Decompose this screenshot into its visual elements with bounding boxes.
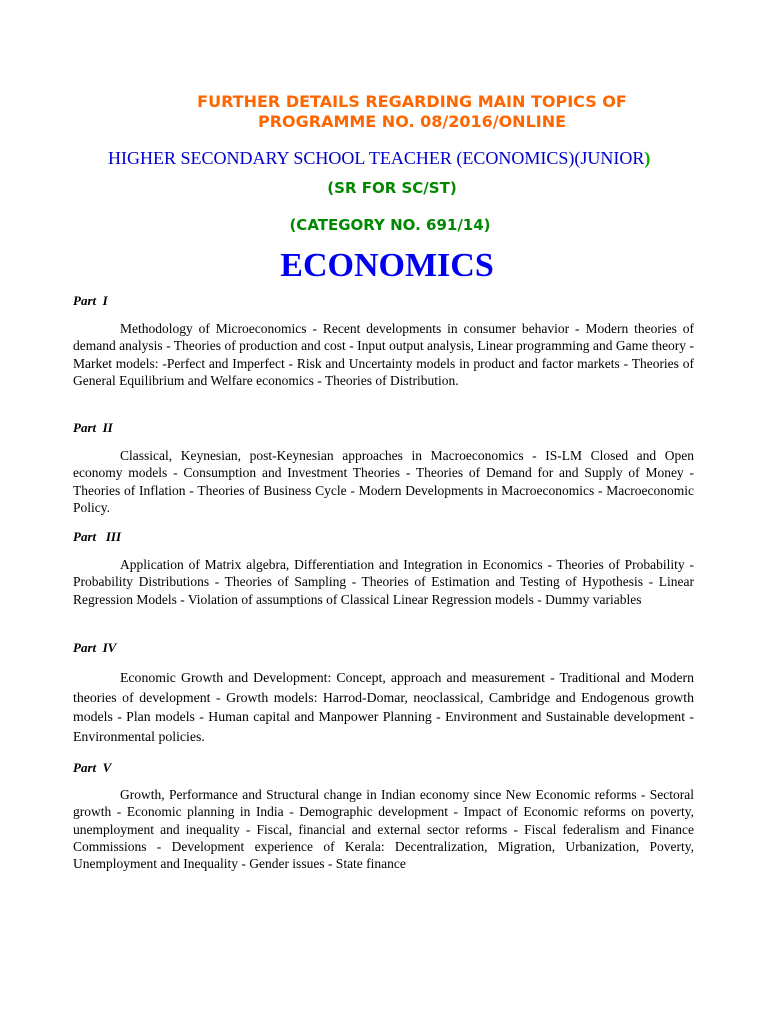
part-4-body: Economic Growth and Development: Concept, approach and measurement - Traditional and Modern theories of development - Growth models: Harrod-Domar, neoclassical, Cambridge and Endogenous growth models - Plan models - Human capital and Manpower Planning - Environment and Sustainable development -Environmental policies.: [73, 670, 694, 744]
part-1-heading: Part I: [73, 293, 108, 308]
post-title-close-paren: ): [644, 148, 651, 168]
part-1-body: Methodology of Microeconomics - Recent developments in consumer behavior - Modern theories of demand analysis - Theories of production and cost - Input output analysis, Linear programming and Game theory - Market models: -Perfect and Imperfect - Risk and Uncertainty models in product and factor markets - Theories of General Equilibrium and Welfare economics - Theories of Distribution.: [73, 321, 694, 388]
reservation-note: (SR FOR SC/ST): [327, 179, 457, 197]
part-5-body: Growth, Performance and Structural change in Indian economy since New Economic reforms - Sectoral growth - Economic planning in India - Demographic development - Impact of Economic reforms on poverty, unemployment and inequality - Fiscal, financial and external sector reforms - Fiscal federalism and Finance Commissions - Development experience of Kerala: Decentralization, Migration, Urbanization, Poverty, Unemployment and Inequality - Gender issues - State finance: [73, 787, 694, 872]
programme-heading-line-1: FURTHER DETAILS REGARDING MAIN TOPICS OF: [197, 92, 627, 111]
programme-heading-line-2: PROGRAMME NO. 08/2016/ONLINE: [257, 112, 567, 131]
part-5-heading: Part V: [73, 760, 112, 775]
post-title-text: HIGHER SECONDARY SCHOOL TEACHER (ECONOMICS)(JUNIOR: [108, 148, 645, 168]
part-3-body: Application of Matrix algebra, Differentiation and Integration in Economics - Theories of Probability - Probability Distributions - Theories of Sampling - Theories of Estimation and Testing of Hypothesis - Linear Regression Models - Violation of assumptions of Classical Linear Regression models - Dummy variables: [73, 557, 694, 607]
post-title: [108, 147, 650, 169]
category-number: (CATEGORY NO. 691/14): [289, 216, 491, 234]
part-2-body: Classical, Keynesian, post-Keynesian approaches in Macroeconomics - IS-LM Closed and Open economy models - Consumption and Investment Theories - Theories of Demand for and Supply of Money - Theories of Inflation - Theories of Business Cycle - Modern Developments in Macroeconomics - Macroeconomic Policy.: [73, 448, 694, 515]
part-2-heading: Part II: [73, 420, 113, 435]
part-4-heading: Part IV: [73, 640, 117, 655]
page-title: ECONOMICS: [280, 247, 494, 284]
part-3-heading: Part III: [73, 529, 122, 544]
